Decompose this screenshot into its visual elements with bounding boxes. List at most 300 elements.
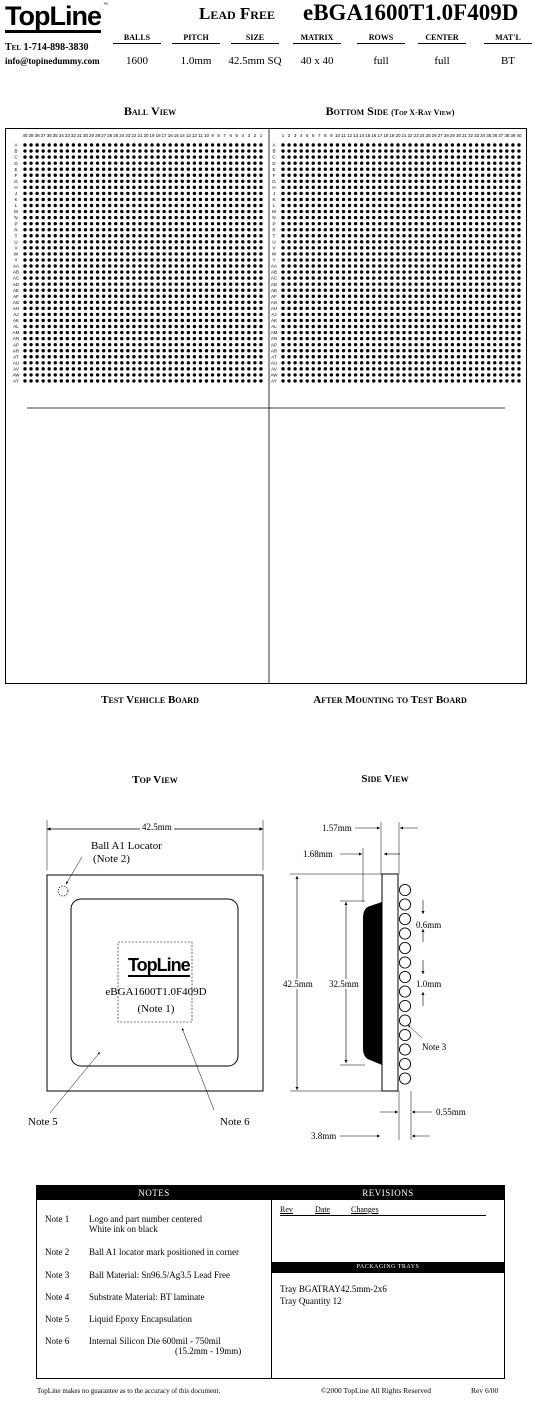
solder-ball xyxy=(181,276,184,279)
solder-ball xyxy=(241,258,244,261)
solder-ball xyxy=(457,222,460,225)
solder-ball xyxy=(348,186,351,189)
solder-ball xyxy=(241,361,244,364)
solder-ball xyxy=(162,155,165,158)
solder-ball xyxy=(378,222,381,225)
solder-ball xyxy=(235,289,238,292)
column-label: 37 xyxy=(498,133,504,138)
solder-ball xyxy=(293,161,296,164)
solder-ball xyxy=(96,276,99,279)
solder-ball xyxy=(360,313,363,316)
solder-ball xyxy=(223,367,226,370)
solder-ball xyxy=(66,307,69,310)
solder-ball xyxy=(306,361,309,364)
solder-ball xyxy=(463,270,466,273)
solder-ball xyxy=(487,349,490,352)
solder-ball xyxy=(390,313,393,316)
solder-ball xyxy=(414,234,417,237)
solder-ball xyxy=(35,379,38,382)
solder-ball xyxy=(156,252,159,255)
solder-ball xyxy=(90,343,93,346)
row-label: U xyxy=(14,239,18,245)
solder-ball xyxy=(90,349,93,352)
solder-ball xyxy=(420,355,423,358)
solder-ball xyxy=(235,180,238,183)
solder-ball xyxy=(29,180,32,183)
row-label: AM xyxy=(12,330,20,336)
solder-ball xyxy=(96,282,99,285)
column-label: 31 xyxy=(461,133,468,138)
solder-ball xyxy=(396,282,399,285)
solder-ball xyxy=(241,270,244,273)
solder-ball xyxy=(96,234,99,237)
solder-ball xyxy=(126,240,129,243)
a1-note2-text: (Note 2) xyxy=(93,853,130,865)
solder-ball xyxy=(54,349,57,352)
solder-ball xyxy=(84,325,87,328)
solder-ball xyxy=(433,204,436,207)
solder-ball xyxy=(354,282,357,285)
solder-ball xyxy=(312,264,315,267)
solder-ball xyxy=(193,168,196,171)
solder-ball xyxy=(445,186,448,189)
revisions-title: REVISIONS xyxy=(272,1186,504,1200)
encapsulant-side xyxy=(363,902,382,1065)
solder-ball xyxy=(181,149,184,152)
column-label: 18 xyxy=(383,133,389,138)
solder-ball xyxy=(247,198,250,201)
solder-ball xyxy=(414,355,417,358)
solder-ball xyxy=(144,301,147,304)
solder-ball xyxy=(48,246,51,249)
solder-ball xyxy=(390,289,393,292)
solder-ball xyxy=(463,210,466,213)
solder-ball xyxy=(48,168,51,171)
solder-ball xyxy=(499,301,502,304)
solder-ball xyxy=(475,289,478,292)
solder-ball xyxy=(229,379,232,382)
solder-ball xyxy=(463,258,466,261)
solder-ball xyxy=(90,149,93,152)
solder-ball xyxy=(457,295,460,298)
solder-ball xyxy=(427,174,430,177)
solder-ball xyxy=(378,149,381,152)
solder-ball xyxy=(90,246,93,249)
solder-ball xyxy=(396,373,399,376)
solder-ball xyxy=(287,252,290,255)
solder-ball xyxy=(505,270,508,273)
solder-ball xyxy=(505,289,508,292)
solder-ball xyxy=(175,355,178,358)
solder-ball xyxy=(138,331,141,334)
solder-ball xyxy=(169,198,172,201)
solder-ball xyxy=(475,168,478,171)
solder-ball xyxy=(312,234,315,237)
row-label: V xyxy=(272,245,276,251)
solder-ball xyxy=(372,198,375,201)
solder-ball xyxy=(293,355,296,358)
solder-ball xyxy=(293,155,296,158)
solder-ball xyxy=(299,161,302,164)
solder-ball xyxy=(318,168,321,171)
solder-ball xyxy=(493,168,496,171)
solder-ball xyxy=(505,180,508,183)
solder-ball xyxy=(306,204,309,207)
solder-ball xyxy=(312,186,315,189)
solder-ball xyxy=(156,258,159,261)
solder-ball xyxy=(199,373,202,376)
solder-ball xyxy=(414,367,417,370)
solder-ball xyxy=(445,216,448,219)
solder-ball xyxy=(102,168,105,171)
solder-ball xyxy=(378,216,381,219)
solder-ball xyxy=(414,379,417,382)
solder-ball xyxy=(475,379,478,382)
solder-ball xyxy=(342,192,345,195)
solder-ball xyxy=(481,349,484,352)
chain-ring xyxy=(347,209,456,318)
solder-ball xyxy=(396,379,399,382)
solder-ball xyxy=(138,264,141,267)
column-label: 23 xyxy=(413,133,419,138)
solder-ball xyxy=(259,228,262,231)
solder-ball xyxy=(205,234,208,237)
solder-ball xyxy=(29,222,32,225)
solder-ball xyxy=(342,234,345,237)
solder-ball xyxy=(193,355,196,358)
solder-ball xyxy=(120,373,123,376)
solder-ball xyxy=(223,228,226,231)
solder-ball xyxy=(306,198,309,201)
solder-ball xyxy=(312,174,315,177)
solder-ball xyxy=(175,155,178,158)
solder-ball xyxy=(318,367,321,370)
solder-ball xyxy=(281,174,284,177)
solder-ball xyxy=(354,198,357,201)
solder-ball xyxy=(223,198,226,201)
solder-ball xyxy=(102,198,105,201)
solder-ball xyxy=(402,379,405,382)
solder-ball xyxy=(306,246,309,249)
solder-ball xyxy=(499,313,502,316)
solder-ball xyxy=(229,216,232,219)
solder-ball xyxy=(253,222,256,225)
solder-ball xyxy=(96,161,99,164)
column-label: 39 xyxy=(510,133,516,138)
solder-ball xyxy=(120,355,123,358)
solder-ball xyxy=(54,361,57,364)
solder-ball xyxy=(72,331,75,334)
solder-ball xyxy=(511,228,514,231)
solder-ball xyxy=(511,282,514,285)
solder-ball xyxy=(487,367,490,370)
solder-ball xyxy=(354,180,357,183)
solder-ball xyxy=(493,161,496,164)
solder-ball xyxy=(372,222,375,225)
solder-ball xyxy=(84,264,87,267)
solder-ball xyxy=(72,301,75,304)
solder-ball xyxy=(481,258,484,261)
solder-ball xyxy=(211,301,214,304)
solder-ball xyxy=(342,246,345,249)
solder-ball xyxy=(487,149,490,152)
solder-ball xyxy=(72,252,75,255)
solder-ball xyxy=(144,258,147,261)
solder-ball xyxy=(481,337,484,340)
solder-ball xyxy=(390,301,393,304)
solder-ball xyxy=(72,355,75,358)
row-label: M xyxy=(272,209,276,215)
solder-ball xyxy=(408,349,411,352)
solder-ball xyxy=(23,174,26,177)
solder-ball xyxy=(169,319,172,322)
solder-ball xyxy=(408,210,411,213)
solder-ball xyxy=(348,234,351,237)
solder-ball xyxy=(378,367,381,370)
solder-ball xyxy=(66,331,69,334)
solder-ball xyxy=(120,168,123,171)
solder-ball xyxy=(469,270,472,273)
solder-ball xyxy=(102,161,105,164)
solder-ball xyxy=(35,155,38,158)
solder-ball xyxy=(132,198,135,201)
solder-ball xyxy=(259,149,262,152)
solder-ball xyxy=(312,228,315,231)
solder-ball xyxy=(235,319,238,322)
solder-ball xyxy=(259,180,262,183)
solder-ball xyxy=(312,198,315,201)
solder-ball xyxy=(481,289,484,292)
solder-ball xyxy=(169,264,172,267)
solder-ball xyxy=(132,361,135,364)
solder-ball xyxy=(193,228,196,231)
solder-ball xyxy=(247,373,250,376)
changes-col: Changes xyxy=(351,1205,379,1214)
solder-ball xyxy=(366,264,369,267)
email[interactable]: info@topinedummy.com xyxy=(5,56,100,66)
solder-ball xyxy=(366,168,369,171)
row-label: AM xyxy=(270,330,278,336)
solder-ball xyxy=(223,337,226,340)
solder-ball xyxy=(102,343,105,346)
solder-ball xyxy=(150,264,153,267)
solder-ball xyxy=(205,246,208,249)
solder-ball xyxy=(247,313,250,316)
solder-ball xyxy=(84,319,87,322)
solder-ball xyxy=(336,168,339,171)
tray-part: Tray BGATRAY42.5mm-2x6 xyxy=(280,1284,387,1294)
solder-ball xyxy=(235,367,238,370)
solder-ball xyxy=(493,379,496,382)
solder-ball xyxy=(193,222,196,225)
solder-ball xyxy=(420,361,423,364)
solder-ball xyxy=(108,180,111,183)
solder-ball xyxy=(281,186,284,189)
solder-ball xyxy=(78,319,81,322)
solder-ball xyxy=(120,204,123,207)
solder-ball xyxy=(420,313,423,316)
solder-ball xyxy=(281,379,284,382)
solder-ball xyxy=(420,186,423,189)
solder-ball xyxy=(457,379,460,382)
solder-ball xyxy=(396,276,399,279)
solder-ball xyxy=(48,180,51,183)
solder-ball xyxy=(23,216,26,219)
solder-ball xyxy=(66,180,69,183)
solder-ball xyxy=(229,264,232,267)
solder-ball xyxy=(348,313,351,316)
solder-ball xyxy=(281,264,284,267)
solder-ball xyxy=(175,270,178,273)
solder-ball xyxy=(475,210,478,213)
solder-ball xyxy=(126,234,129,237)
solder-ball xyxy=(517,180,520,183)
column-label: 12 xyxy=(191,133,197,138)
solder-ball xyxy=(132,204,135,207)
solder-ball xyxy=(84,168,87,171)
solder-ball xyxy=(90,361,93,364)
solder-ball xyxy=(120,289,123,292)
solder-ball xyxy=(348,361,351,364)
solder-ball xyxy=(205,343,208,346)
solder-ball xyxy=(427,258,430,261)
row-label: AE xyxy=(270,287,278,293)
solder-ball xyxy=(114,276,117,279)
solder-ball xyxy=(235,276,238,279)
column-label: 34 xyxy=(480,133,486,138)
solder-ball xyxy=(396,301,399,304)
solder-ball xyxy=(505,325,508,328)
solder-ball xyxy=(481,186,484,189)
solder-ball xyxy=(102,216,105,219)
solder-ball xyxy=(390,149,393,152)
solder-ball xyxy=(41,264,44,267)
solder-ball xyxy=(324,264,327,267)
solder-ball xyxy=(336,216,339,219)
solder-ball xyxy=(138,373,141,376)
solder-ball xyxy=(253,349,256,352)
solder-ball xyxy=(511,161,514,164)
solder-ball xyxy=(475,373,478,376)
solder-ball xyxy=(517,240,520,243)
solder-ball xyxy=(451,192,454,195)
solder-ball xyxy=(390,198,393,201)
solder-ball xyxy=(402,355,405,358)
solder-ball xyxy=(72,367,75,370)
solder-ball xyxy=(223,186,226,189)
solder-ball xyxy=(193,204,196,207)
side-solder-ball xyxy=(399,1058,410,1069)
solder-ball xyxy=(481,210,484,213)
solder-ball xyxy=(281,240,284,243)
solder-ball xyxy=(35,180,38,183)
solder-ball xyxy=(253,282,256,285)
column-label: 24 xyxy=(119,133,125,138)
solder-ball xyxy=(439,301,442,304)
solder-ball xyxy=(330,246,333,249)
footer-copyright: ©2000 TopLine All Rights Reserved xyxy=(321,1386,432,1395)
solder-ball xyxy=(517,192,520,195)
solder-ball xyxy=(511,289,514,292)
solder-ball xyxy=(414,319,417,322)
solder-ball xyxy=(517,343,520,346)
solder-ball xyxy=(175,174,178,177)
column-label: 33 xyxy=(64,133,70,138)
solder-ball xyxy=(451,282,454,285)
solder-ball xyxy=(253,216,256,219)
solder-ball xyxy=(336,313,339,316)
solder-ball xyxy=(414,174,417,177)
solder-ball xyxy=(287,295,290,298)
solder-ball xyxy=(96,337,99,340)
solder-ball xyxy=(384,240,387,243)
row-label: AF xyxy=(13,293,19,299)
solder-ball xyxy=(511,307,514,310)
solder-ball xyxy=(487,270,490,273)
solder-ball xyxy=(390,361,393,364)
solder-ball xyxy=(223,143,226,146)
solder-ball xyxy=(384,343,387,346)
solder-ball xyxy=(402,228,405,231)
solder-ball xyxy=(132,252,135,255)
solder-ball xyxy=(402,174,405,177)
solder-ball xyxy=(96,204,99,207)
solder-ball xyxy=(259,161,262,164)
solder-ball xyxy=(126,222,129,225)
solder-ball xyxy=(475,222,478,225)
solder-ball xyxy=(241,204,244,207)
row-label: AA xyxy=(270,263,278,269)
solder-ball xyxy=(205,355,208,358)
solder-ball xyxy=(114,234,117,237)
solder-ball xyxy=(499,180,502,183)
solder-ball xyxy=(306,289,309,292)
solder-ball xyxy=(114,192,117,195)
solder-ball xyxy=(162,282,165,285)
solder-ball xyxy=(445,168,448,171)
solder-ball xyxy=(23,143,26,146)
solder-ball xyxy=(138,258,141,261)
solder-ball xyxy=(126,252,129,255)
solder-ball xyxy=(120,174,123,177)
solder-ball xyxy=(457,313,460,316)
solder-ball xyxy=(287,289,290,292)
solder-ball xyxy=(259,270,262,273)
solder-ball xyxy=(451,246,454,249)
row-label: M xyxy=(14,209,18,215)
solder-ball xyxy=(463,307,466,310)
solder-ball xyxy=(469,149,472,152)
solder-ball xyxy=(169,295,172,298)
chain-ring xyxy=(383,245,419,281)
column-label: 20 xyxy=(395,133,401,138)
solder-ball xyxy=(324,186,327,189)
solder-ball xyxy=(287,180,290,183)
solder-ball xyxy=(241,240,244,243)
solder-ball xyxy=(35,246,38,249)
solder-ball xyxy=(102,276,105,279)
solder-ball xyxy=(156,143,159,146)
solder-ball xyxy=(281,319,284,322)
column-label: 14 xyxy=(179,133,185,138)
solder-ball xyxy=(35,282,38,285)
solder-ball xyxy=(324,222,327,225)
solder-ball xyxy=(306,186,309,189)
solder-ball xyxy=(169,143,172,146)
solder-ball xyxy=(384,234,387,237)
solder-ball xyxy=(181,367,184,370)
solder-ball xyxy=(229,149,232,152)
